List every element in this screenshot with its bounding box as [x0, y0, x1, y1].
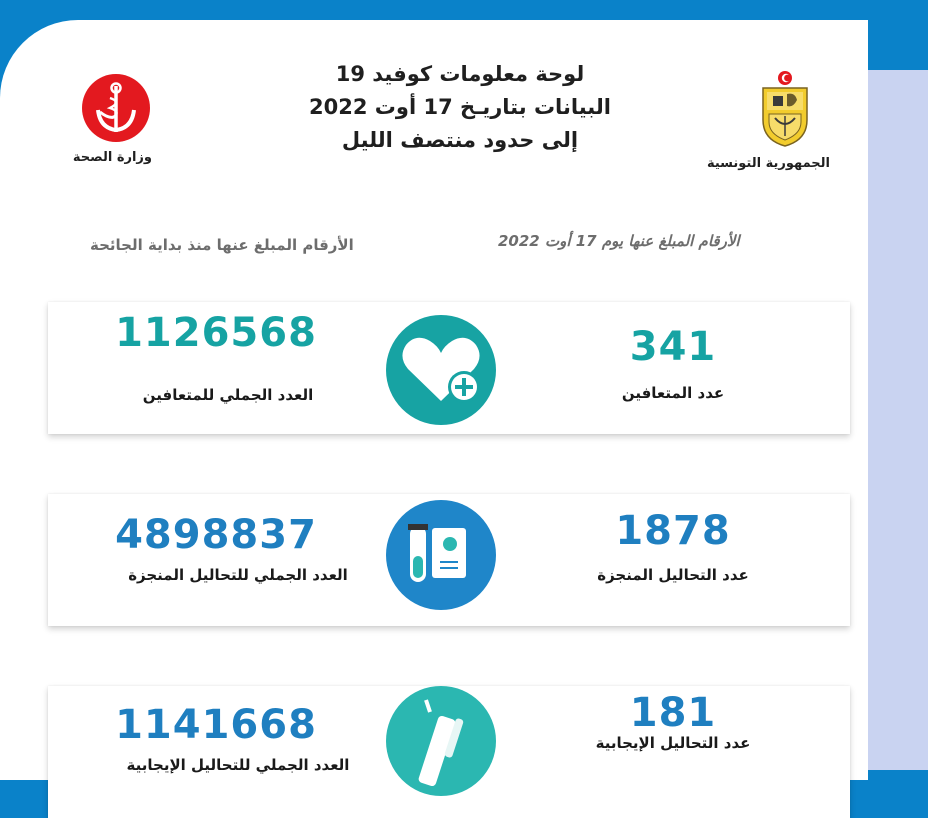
daily-column-label: الأرقام المبلغ عنها يوم 17 أوت 2022 [498, 232, 740, 250]
republic-logo [706, 70, 830, 171]
total-positive-label: العدد الجملي للتحاليل الإيجابية [126, 756, 350, 774]
daily-positive-label: عدد التحاليل الإيجابية [595, 734, 751, 752]
heart-plus-icon [386, 315, 496, 425]
ministry-caption: وزارة الصحة [72, 150, 152, 165]
total-positive-value: 1141668 [115, 702, 317, 748]
rapid-test-icon [386, 686, 496, 796]
daily-positive-value: 181 [629, 690, 717, 736]
coat-of-arms-icon [755, 70, 815, 150]
total-tests-value: 4898837 [115, 512, 317, 558]
title-line-1: لوحة معلومات كوفيد 19 [335, 62, 585, 86]
total-recovered-value: 1126568 [115, 310, 317, 356]
total-tests-label: العدد الجملي للتحاليل المنجزة [128, 566, 348, 584]
page-title [250, 58, 670, 157]
tests-card [48, 494, 850, 626]
republic-caption: الجمهورية التونسية [706, 156, 830, 171]
title-line-3: إلى حدود منتصف الليل [341, 128, 579, 152]
daily-tests-label: عدد التحاليل المنجزة [597, 566, 749, 584]
ministry-emblem-icon [80, 72, 152, 144]
test-tube-report-icon [386, 500, 496, 610]
background-panel [860, 70, 928, 770]
cumulative-column-label: الأرقام المبلغ عنها منذ بداية الجائحة [90, 236, 354, 254]
total-recovered-label: العدد الجملي للمتعافين [142, 386, 314, 404]
ministry-logo [72, 72, 152, 165]
positive-tests-card [48, 686, 850, 818]
daily-tests-value: 1878 [615, 508, 731, 554]
daily-recovered-value: 341 [629, 324, 717, 370]
recovered-card [48, 302, 850, 434]
daily-recovered-label: عدد المتعافين [621, 384, 725, 402]
title-line-2: البيانات بتاريـخ 17 أوت 2022 [309, 95, 611, 119]
